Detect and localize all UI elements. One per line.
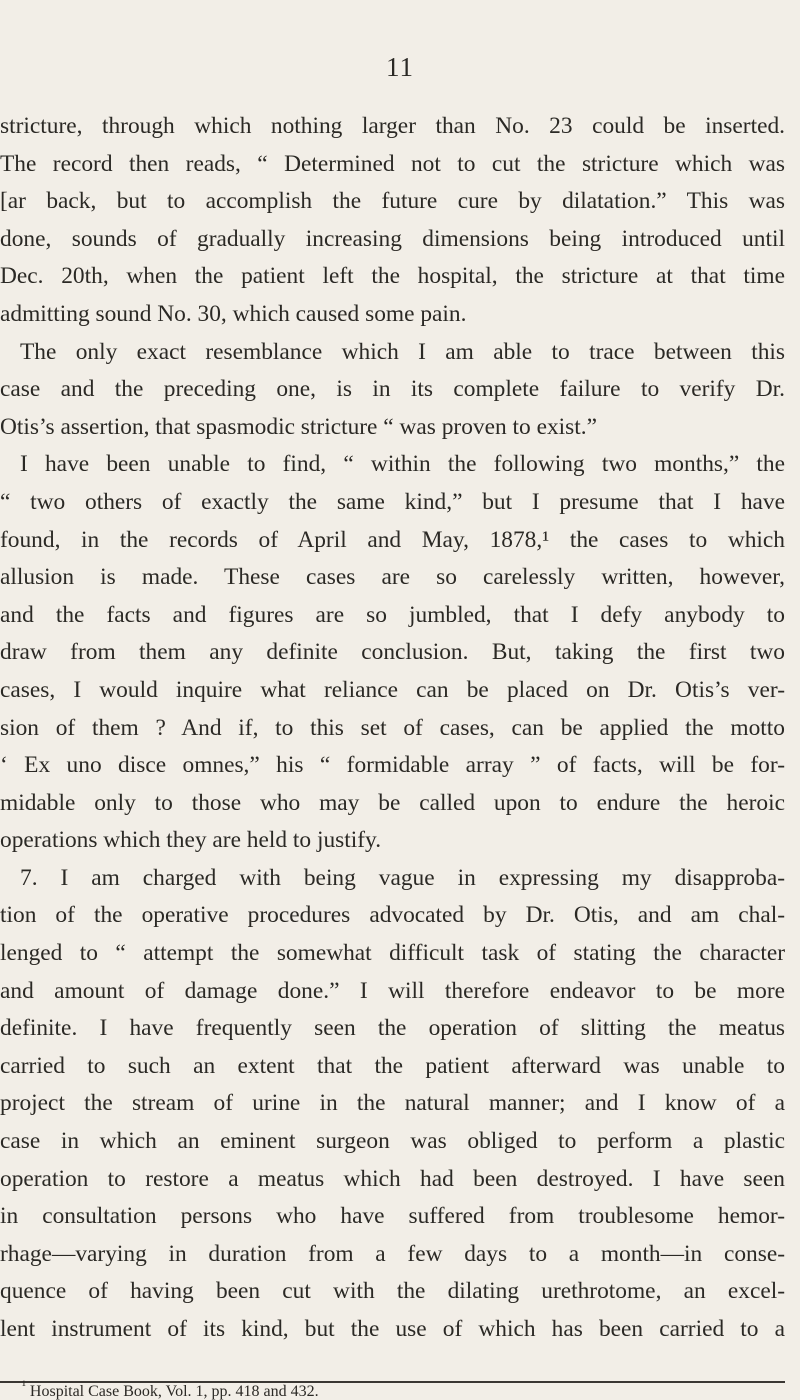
text-line: Dec. 20th, when the patient left the hospital, the stricture at that time	[0, 263, 785, 290]
text-line: admitting sound No. 30, which caused some pain.	[0, 300, 467, 327]
text-line: and the facts and figures are so jumbled, that I defy anybody to	[0, 601, 785, 628]
text-line: “ two others of exactly the same kind,” but I presume that I have	[0, 488, 785, 515]
text-line: cases, I would inquire what reliance can be placed on Dr. Otis’s ver-	[0, 676, 785, 703]
text-line: rhage—varying in duration from a few days to a month—in conse-	[0, 1240, 785, 1267]
text-line: operations which they are held to justify.	[0, 827, 382, 854]
text-line: operation to restore a meatus which had been destroyed. I have seen	[0, 1165, 785, 1192]
text-line: The only exact resemblance which I am able to trace between this	[20, 338, 785, 365]
page-number: 11	[386, 52, 414, 82]
text-line: Otis’s assertion, that spasmodic stricture “ was proven to exist.”	[0, 413, 597, 440]
text-line: 7. I am charged with being vague in expressing my disapproba-	[20, 864, 785, 891]
text-line: [ar back, but to accomplish the future cure by dilatation.” This was	[0, 188, 785, 215]
text-line: project the stream of urine in the natural manner; and I know of a	[0, 1090, 785, 1117]
text-line: tion of the operative procedures advocated by Dr. Otis, and am chal-	[0, 902, 785, 929]
text-line: ‘ Ex uno disce omnes,” his “ formidable array ” of facts, will be for-	[0, 752, 785, 779]
text-line: lenged to “ attempt the somewhat difficult task of stating the character	[0, 940, 785, 967]
text-line: found, in the records of April and May, 1878,¹ the cases to which	[0, 526, 785, 553]
footnote-text: Hospital Case Book, Vol. 1, pp. 418 and 432.	[29, 1383, 319, 1400]
body-text	[0, 108, 785, 1349]
text-line: definite. I have frequently seen the operation of slitting the meatus	[0, 1015, 785, 1042]
text-line: I have been unable to find, “ within the following two months,” the	[20, 451, 785, 478]
text-line: quence of having been cut with the dilating urethrotome, an excel-	[0, 1278, 785, 1305]
text-line: The record then reads, “ Determined not to cut the stricture which was	[0, 150, 785, 177]
text-line: and amount of damage done.” I will therefore endeavor to be more	[0, 977, 785, 1004]
text-line: carried to such an extent that the patient afterward was unable to	[0, 1052, 785, 1079]
text-line: midable only to those who may be called upon to endure the heroic	[0, 789, 785, 816]
footnote	[22, 1377, 319, 1400]
text-line: draw from them any definite conclusion. But, taking the first two	[0, 639, 785, 666]
text-line: done, sounds of gradually increasing dimensions being introduced until	[0, 225, 785, 252]
footnote-marker: ¹	[22, 1377, 26, 1393]
text-line: case and the preceding one, is in its complete failure to verify Dr.	[0, 376, 785, 403]
text-line: allusion is made. These cases are so carelessly written, however,	[0, 564, 785, 591]
text-line: lent instrument of its kind, but the use of which has been carried to a	[0, 1316, 785, 1342]
text-line: case in which an eminent surgeon was obliged to perform a plastic	[0, 1128, 785, 1155]
text-line: stricture, through which nothing larger than No. 23 could be inserted.	[0, 113, 785, 139]
text-line: in consultation persons who have suffered from troublesome hemor-	[0, 1203, 785, 1230]
text-line: sion of them ? And if, to this set of cases, can be applied the motto	[0, 714, 785, 741]
